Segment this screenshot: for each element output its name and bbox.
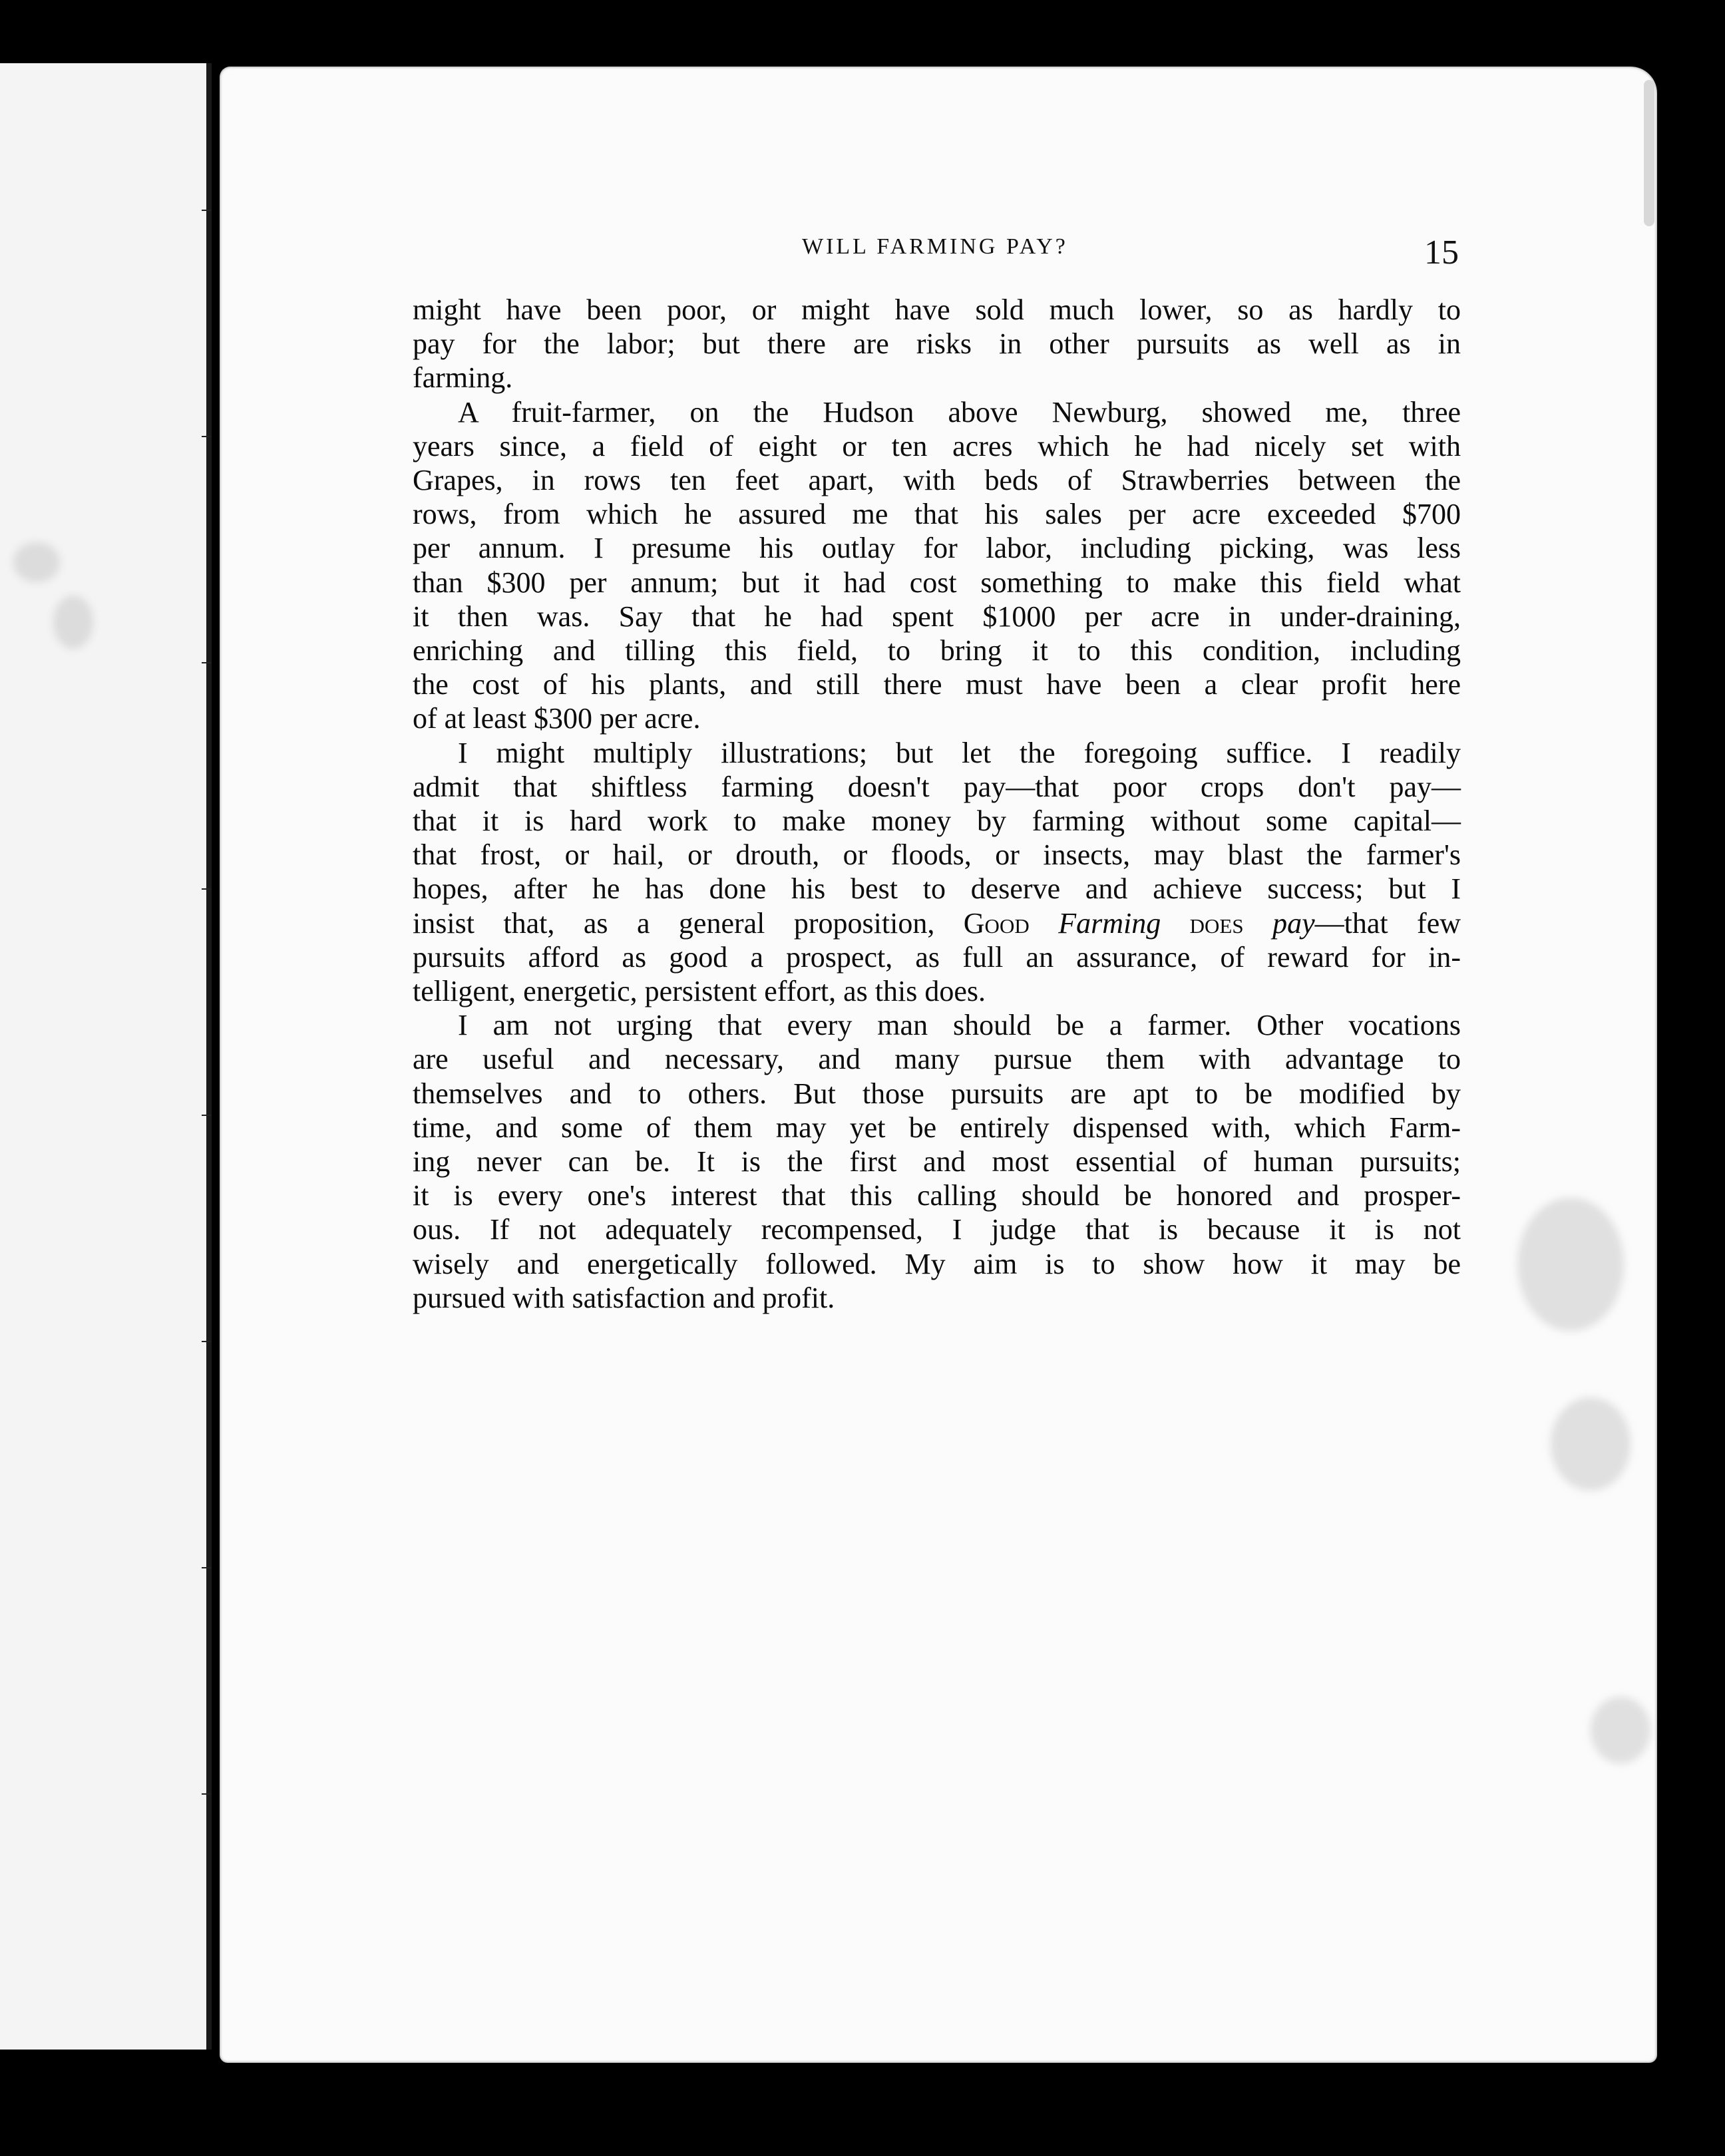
page-number: 15 [1424,234,1459,271]
text-line: hopes, after he has done his best to deserve and achieve success; but I [413,872,1461,906]
text-line: time, and some of them may yet be entirely dispensed with, which Farm- [413,1111,1461,1144]
page-mark [202,1115,211,1116]
text-line: might have been poor, or might have sold much lower, so as hardly to [413,293,1461,326]
page-body-text [413,293,1461,1315]
text-line: I am not urging that every man should be a farmer. Other vocations [458,1009,1461,1042]
text-line: I might multiply illustrations; but let the foregoing suffice. I readily [458,736,1461,769]
page-mark [202,210,211,211]
page-mark [202,662,211,663]
text-line: it is every one's interest that this calling should be honored and prosper- [413,1179,1461,1212]
text-line: years since, a field of eight or ten acres which he had nicely set with [413,429,1461,462]
paper-stain [1591,1697,1650,1763]
text-line: that it is hard work to make money by farming without some capital— [413,805,1461,838]
small-caps-word: Good [963,906,1030,940]
text-line: are useful and necessary, and many pursue them with advantage to [413,1043,1461,1076]
text-line: telligent, energetic, persistent effort, as this does. [413,975,986,1008]
page-mark [202,888,211,890]
text-line: that frost, or hail, or drouth, or floods, or insects, may blast the farmer's [413,838,1461,872]
text-line: it then was. Say that he had spent $1000 per acre in under-draining, [413,600,1461,633]
left-page-edge [0,63,212,2050]
text-line: enriching and tilling this field, to bring it to this condition, including [413,634,1461,667]
italic-word: pay [1272,906,1315,940]
text-line: pay for the labor; but there are risks in other pursuits as well as in [413,327,1461,361]
text-run: insist that, as a general proposition, [413,906,964,940]
paragraph [413,395,1461,736]
curled-page-corner [1644,80,1654,226]
text-line: admit that shiftless farming doesn't pay—that poor crops don't pay— [413,770,1461,803]
text-line: A fruit-farmer, on the Hudson above Newburg, showed me, three [458,395,1461,429]
text-line: ous. If not adequately recompensed, I judge that is because it is not [413,1213,1461,1246]
text-line: of at least $300 per acre. [413,702,701,735]
text-line: than $300 per annum; but it had cost something to make this field what [413,566,1461,599]
paper-stain [53,596,93,649]
text-line: Grapes, in rows ten feet apart, with beds of Strawberries between the [413,464,1461,497]
page-mark [202,1567,211,1568]
small-caps-word: does [1189,906,1244,940]
emphasis-text-line [413,906,1461,940]
paper-stain [1551,1397,1630,1491]
page-mark [202,1341,211,1342]
text-line: pursuits afford as good a prospect, as full an assurance, of reward for in- [413,940,1461,974]
text-line: farming. [413,361,513,395]
page-mark [202,436,211,437]
paragraph [413,736,1461,1009]
paragraph [413,1008,1461,1315]
text-line: pursued with satisfaction and profit. [413,1281,835,1314]
text-line: themselves and to others. But those pursuits are apt to be modified by [413,1077,1461,1110]
paper-stain [13,542,60,582]
text-line: per annum. I presume his outlay for labor, including picking, was less [413,532,1461,565]
text-run: —that few [1314,906,1461,940]
page-mark [202,1793,211,1795]
text-line: wisely and energetically followed. My aim is to show how it may be [413,1247,1461,1280]
italic-word: Farming [1058,906,1161,940]
text-line: rows, from which he assured me that his sales per acre exceeded $700 [413,498,1461,531]
running-header: WILL FARMING PAY? [802,234,1068,259]
paper-stain [1517,1198,1624,1331]
paragraph [413,293,1461,395]
text-line: ing never can be. It is the first and most essential of human pursuits; [413,1145,1461,1178]
text-line: the cost of his plants, and still there must have been a clear profit here [413,668,1461,701]
